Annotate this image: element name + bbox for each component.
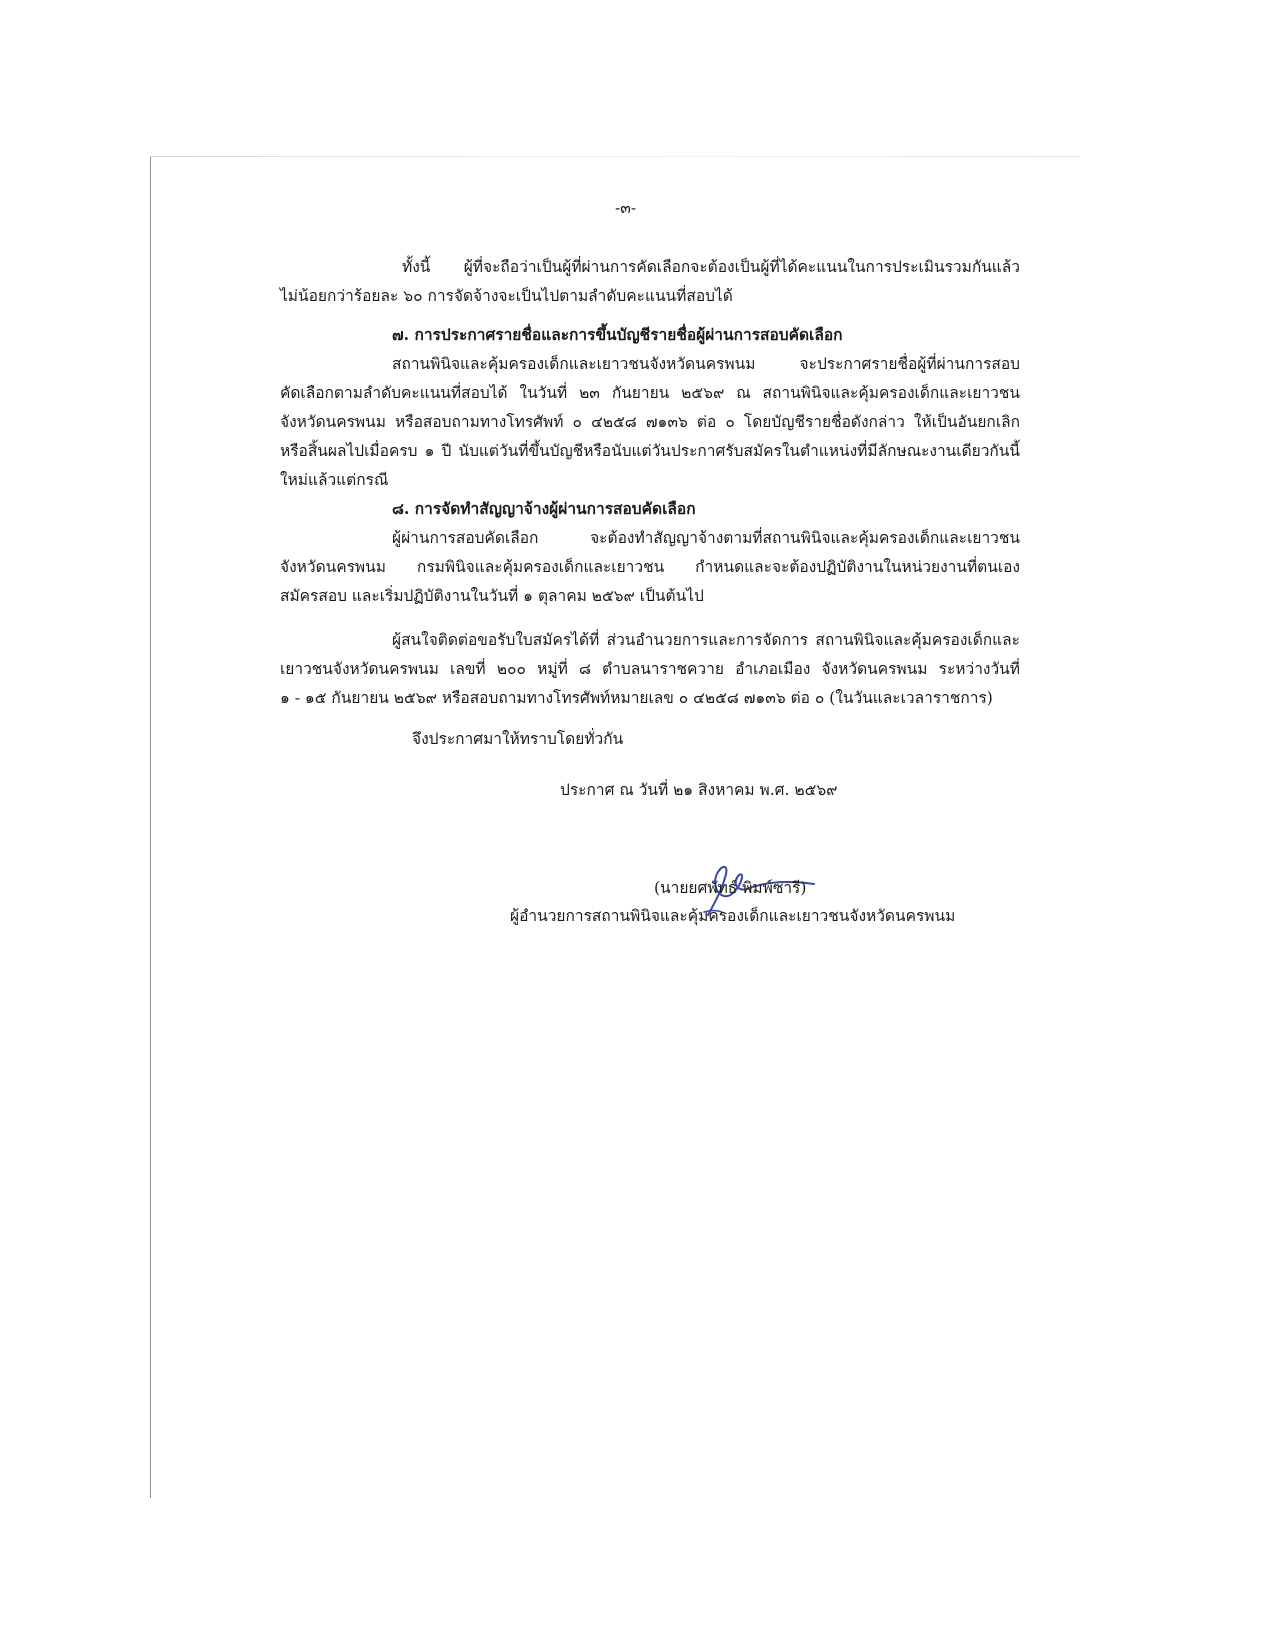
announcement-date: ประกาศ ณ วันที่ ๒๑ สิงหาคม พ.ศ. ๒๕๖๙: [560, 781, 838, 799]
page-top-edge: [150, 156, 1080, 157]
closing-statement: จึงประกาศมาให้ทราบโดยทั่วกัน: [412, 730, 624, 748]
contact-line-1: ผู้สนใจติดต่อขอรับใบสมัครได้ที่ ส่วนอำนวยการและการจัดการ สถานพินิจและคุ้มครองเด็กและ: [392, 631, 1020, 649]
paragraph-1-line-1: ทั้งนี้ ผู้ที่จะถือว่าเป็นผู้ที่ผ่านการคัดเลือกจะต้องเป็นผู้ที่ได้คะแนนในการประเมินรวมกันแล้ว: [402, 258, 1020, 276]
page-left-edge: [150, 156, 151, 1498]
section-7-line-4: หรือสิ้นผลไปเมื่อครบ ๑ ปี นับแต่วันที่ขึ้นบัญชีหรือนับแต่วันประกาศรับสมัครในตำแหน่งที่มีลักษณะงานเดียวกันนี้: [280, 442, 1020, 460]
contact-line-2: เยาวชนจังหวัดนครพนม เลขที่ ๒๐๐ หมู่ที่ ๘ ตำบลนาราชควาย อำเภอเมือง จังหวัดนครพนม ระหว่างวันที่: [280, 660, 1020, 678]
section-8-line-2: จังหวัดนครพนม กรมพินิจและคุ้มครองเด็กและเยาวชน กำหนดและจะต้องปฏิบัติงานในหน่วยงานที่ตนเอง: [280, 558, 1020, 576]
section-7-line-2: คัดเลือกตามลำดับคะแนนที่สอบได้ ในวันที่ ๒๓ กันยายน ๒๕๖๙ ณ สถานพินิจและคุ้มครองเด็กและเยาวชน: [280, 384, 1020, 402]
section-7-line-3: จังหวัดนครพนม หรือสอบถามทางโทรศัพท์ ๐ ๔๒๕๘ ๗๑๓๖ ต่อ ๐ โดยบัญชีรายชื่อดังกล่าว ให้เป็นอันยกเลิก: [280, 413, 1020, 431]
section-7-line-5: ใหม่แล้วแต่กรณี: [280, 471, 389, 489]
contact-line-3: ๑ - ๑๕ กันยายน ๒๕๖๙ หรือสอบถามทางโทรศัพท์หมายเลข ๐ ๔๒๕๘ ๗๑๓๖ ต่อ ๐ (ในวันและเวลาราชการ): [280, 689, 993, 707]
section-8-heading: ๘. การจัดทำสัญญาจ้างผู้ผ่านการสอบคัดเลือก: [392, 499, 696, 518]
section-7-heading: ๗. การประกาศรายชื่อและการขึ้นบัญชีรายชื่อผู้ผ่านการสอบคัดเลือก: [392, 325, 843, 344]
paragraph-1-line-2: ไม่น้อยกว่าร้อยละ ๖๐ การจัดจ้างจะเป็นไปตามลำดับคะแนนที่สอบได้: [280, 287, 733, 305]
section-8-line-1: ผู้ผ่านการสอบคัดเลือก จะต้องทำสัญญาจ้างตามที่สถานพินิจและคุ้มครองเด็กและเยาวชน: [392, 529, 1020, 547]
page-number: -๓-: [615, 199, 637, 217]
section-7-line-1: สถานพินิจและคุ้มครองเด็กและเยาวชนจังหวัดนครพนม จะประกาศรายชื่อผู้ที่ผ่านการสอบ: [392, 355, 1020, 373]
section-8-line-3: สมัครสอบ และเริ่มปฏิบัติงานในวันที่ ๑ ตุลาคม ๒๕๖๙ เป็นต้นไป: [280, 587, 704, 605]
signatory-title: ผู้อำนวยการสถานพินิจและคุ้มครองเด็กและเยาวชนจังหวัดนครพนม: [510, 907, 956, 925]
signatory-name: (นายยศพัทธ์ พิมพ์ซารี): [654, 879, 807, 897]
